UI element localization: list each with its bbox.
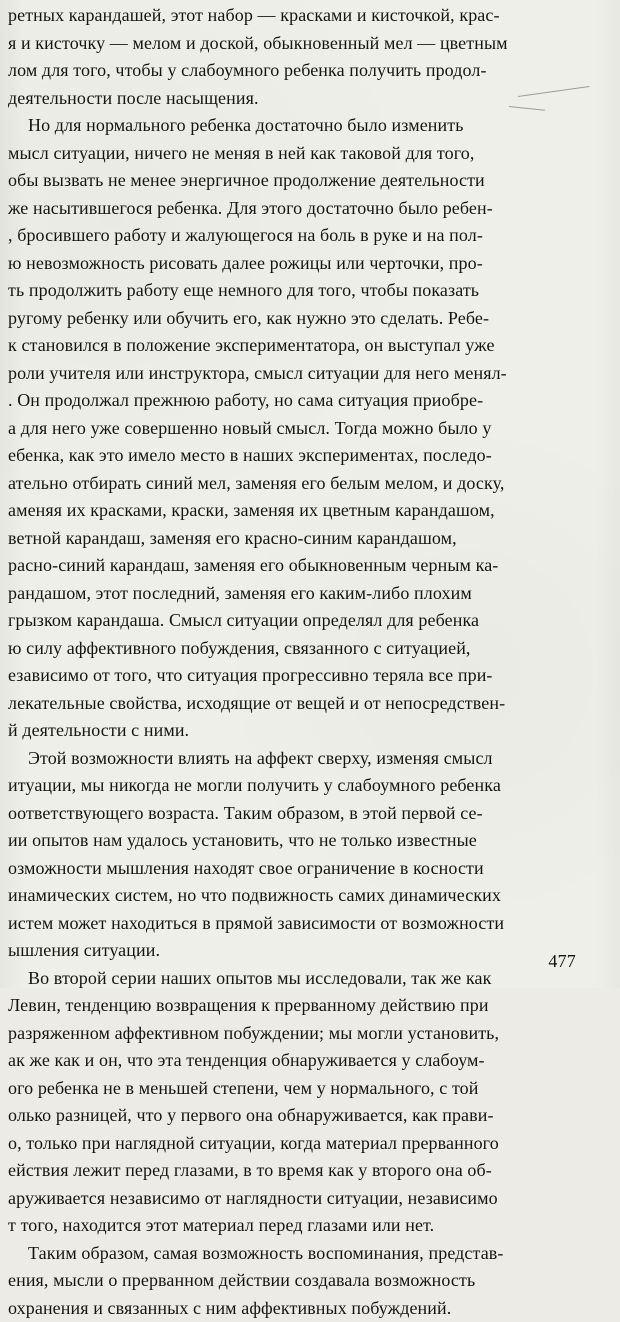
text-line: аменяя их красками, краски, заменяя их цветным карандашом, xyxy=(8,497,598,525)
text-line: разряженном аффективном побуждении; мы могли установить, xyxy=(8,1020,598,1048)
text-line: итуации, мы никогда не могли получить у слабоумного ребенка xyxy=(8,772,598,800)
text-line: истем может находиться в прямой зависимости от возможности xyxy=(8,910,598,938)
text-line: ругому ребенку или обучить его, как нужно это сделать. Ребе- xyxy=(8,305,598,333)
text-line: озможности мышления находят свое ограничение в косности xyxy=(8,855,598,883)
text-line: й деятельности с ними. xyxy=(8,717,598,745)
text-line: обы вызвать не менее энергичное продолжение деятельности xyxy=(8,167,598,195)
text-line: ышления ситуации. xyxy=(8,937,598,965)
page-number: 477 xyxy=(548,952,576,970)
text-line: езависимо от того, что ситуация прогрессивно теряла все при- xyxy=(8,662,598,690)
text-line: а для него уже совершенно новый смысл. Тогда можно было у xyxy=(8,415,598,443)
text-line: Этой возможности влиять на аффект сверху, изменяя смысл xyxy=(8,745,598,773)
text-line: лекательные свойства, исходящие от вещей и от непосредствен- xyxy=(8,690,598,718)
text-line: лом для того, чтобы у слабоумного ребенка получить продол- xyxy=(8,57,598,85)
text-line: ого ребенка не в меньшей степени, чем у нормального, с той xyxy=(8,1075,598,1103)
text-line: ействия лежит перед глазами, в то время как у второго она об- xyxy=(8,1157,598,1185)
text-line: же насытившегося ребенка. Для этого достаточно было ребен- xyxy=(8,195,598,223)
text-line: ю силу аффективного побуждения, связанного с ситуацией, xyxy=(8,635,598,663)
text-line: ения, мысли о прерванном действии создавала возможность xyxy=(8,1267,598,1295)
text-line: охранения и связанных с ним аффективных побуждений. xyxy=(8,1295,598,1322)
text-line: о, только при наглядной ситуации, когда материал прерванного xyxy=(8,1130,598,1158)
text-line: инамических систем, но что подвижность самих динамических xyxy=(8,882,598,910)
text-line: Во второй серии наших опытов мы исследовали, так же как xyxy=(8,965,598,993)
text-line: аруживается независимо от наглядности ситуации, независимо xyxy=(8,1185,598,1213)
text-line: мысл ситуации, ничего не меняя в ней как таковой для того, xyxy=(8,140,598,168)
text-line: рандашом, этот последний, заменяя его каким-либо плохим xyxy=(8,580,598,608)
text-line: ак же как и он, что эта тенденция обнаруживается у слабоум- xyxy=(8,1047,598,1075)
text-line: Но для нормального ребенка достаточно было изменить xyxy=(8,112,598,140)
text-line: т того, находится этот материал перед глазами или нет. xyxy=(8,1212,598,1240)
text-line: , бросившего работу и жалующегося на боль в руке и на пол- xyxy=(8,222,598,250)
text-line: грызком карандаша. Смысл ситуации определял для ребенка xyxy=(8,607,598,635)
text-line: ть продолжить работу еще немного для того, чтобы показать xyxy=(8,277,598,305)
body-text xyxy=(8,2,598,1322)
text-line: Левин, тенденцию возвращения к прерванному действию при xyxy=(8,992,598,1020)
text-line: расно-синий карандаш, заменяя его обыкновенным черным ка- xyxy=(8,552,598,580)
text-line: Таким образом, самая возможность воспоминания, представ- xyxy=(8,1240,598,1268)
text-line: ветной карандаш, заменяя его красно-синим карандашом, xyxy=(8,525,598,553)
text-line: ии опытов нам удалось установить, что не только известные xyxy=(8,827,598,855)
text-line: я и кисточку — мелом и доской, обыкновенный мел — цветным xyxy=(8,30,598,58)
text-line: ательно отбирать синий мел, заменяя его белым мелом, и доску, xyxy=(8,470,598,498)
text-line: роли учителя или инструктора, смысл ситуации для него менял- xyxy=(8,360,598,388)
text-line: олько разницей, что у первого она обнаруживается, как прави- xyxy=(8,1102,598,1130)
text-line: оответствующего возраста. Таким образом, в этой первой се- xyxy=(8,800,598,828)
text-line: ю невозможность рисовать далее рожицы или черточки, про- xyxy=(8,250,598,278)
text-line: ебенка, как это имело место в наших экспериментах, последо- xyxy=(8,442,598,470)
text-line: . Он продолжал прежнюю работу, но сама ситуация приобре- xyxy=(8,387,598,415)
text-line: ретных карандашей, этот набор — красками и кисточкой, крас- xyxy=(8,2,598,30)
text-line: к становился в положение экспериментатора, он выступал уже xyxy=(8,332,598,360)
text-line: деятельности после насыщения. xyxy=(8,85,598,113)
